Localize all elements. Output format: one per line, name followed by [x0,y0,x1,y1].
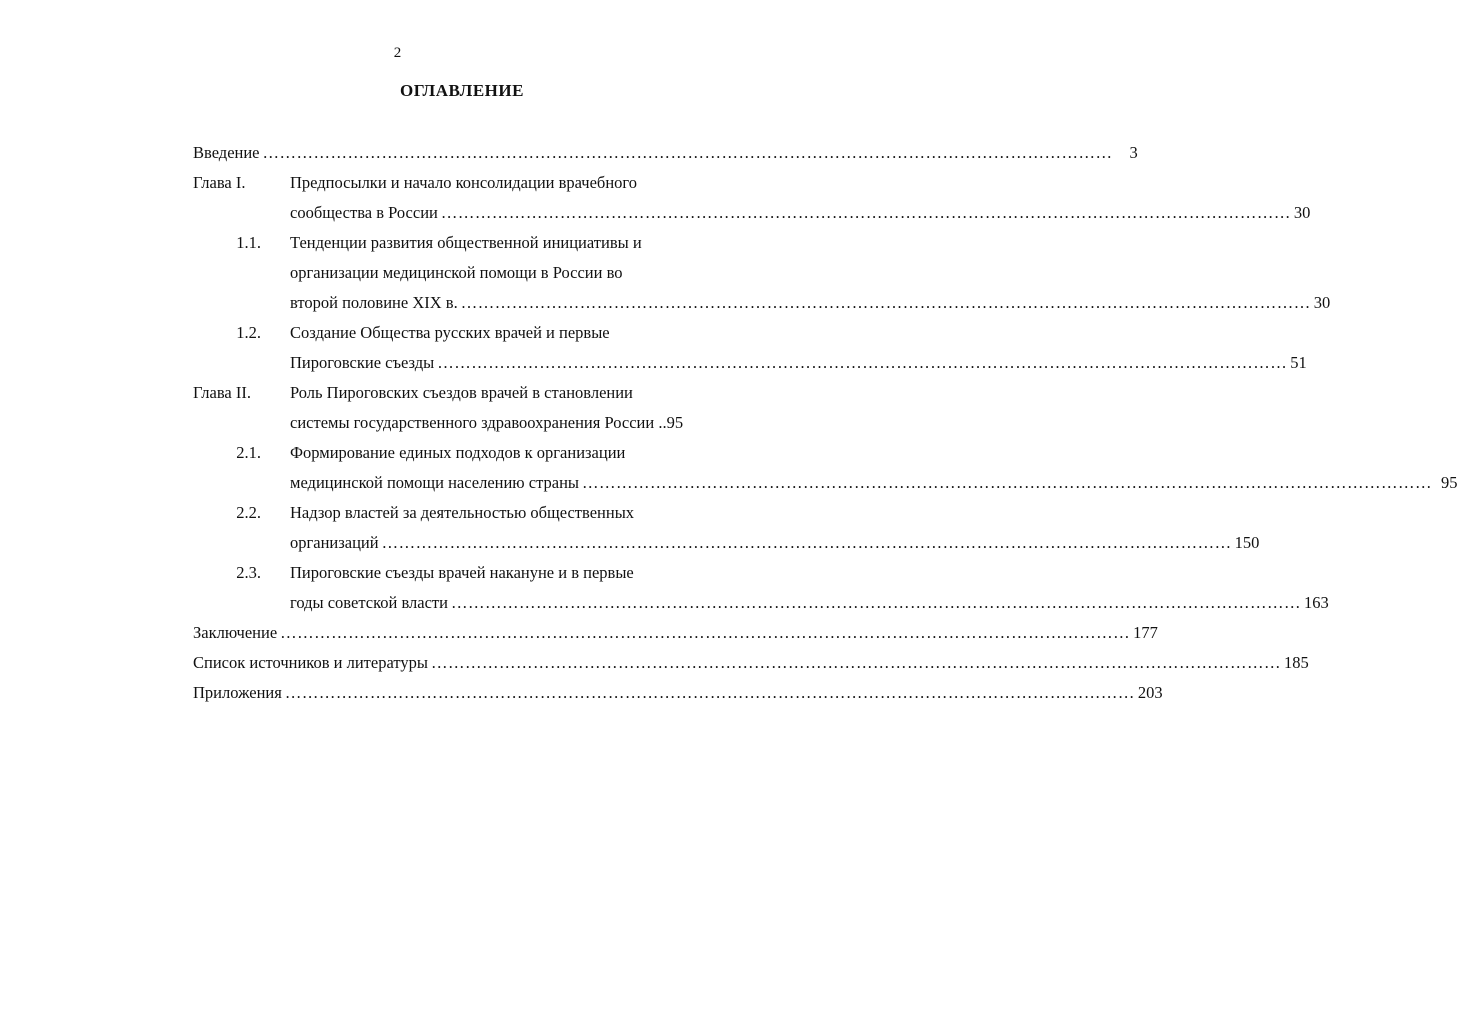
toc-entry-text: Пироговские съезды врачей накануне и в первые [290,563,634,582]
toc-entry-section-2-2 [193,498,723,528]
section-label: 2.2. [236,503,261,522]
section-label: 1.1. [236,233,261,252]
section-label: 2.3. [236,563,261,582]
toc-entry-chapter-2 [193,378,723,408]
leader-dots: …………………………………………………………………………………………………………………………………… [280,623,1131,642]
leader-dots: …………………………………………………………………………………………………………………………………… [450,593,1301,612]
toc-entry-chapter-2-cont [193,408,723,438]
leader-dots: …………………………………………………………………………………………………………………………………… [381,533,1232,552]
toc-entry-text: годы советской власти [290,593,448,612]
section-label: 1.2. [236,323,261,342]
toc-page-number: 30 [1313,293,1331,312]
toc-entry-section-1-2-cont [193,348,1307,378]
toc-entry-text: организаций [290,533,379,552]
toc-entry-appendix [193,678,1163,708]
toc-entry-text: Формирование единых подходов к организации [290,443,626,462]
toc-entry-text: Пироговские съезды [290,353,435,372]
toc-entry-section-1-2 [193,318,723,348]
toc-entry-section-1-1-cont2 [193,288,1331,318]
toc-page-number: 95 [1440,473,1457,492]
chapter-label: Глава I. [193,173,246,192]
page-number: 2 [393,45,402,61]
toc-entry-conclusion [193,618,1158,648]
toc-entry-section-2-1-cont [193,468,1457,498]
toc-entry-text: Надзор властей за деятельностью общественных [290,503,635,522]
chapter-label: Глава II. [193,383,251,402]
leader-dots: …………………………………………………………………………………………………………………………………… [430,653,1281,672]
toc-page-number: 203 [1137,683,1163,702]
toc-page-number: 51 [1290,353,1307,372]
toc-entry-section-2-3-cont [193,588,1329,618]
toc-page-number: 163 [1303,593,1329,612]
leader-dots: …………………………………………………………………………………………………………………………………… [440,203,1291,222]
table-of-contents [193,138,1457,708]
toc-page-number: 95 [666,413,684,432]
toc-entry-section-2-1 [193,438,723,468]
toc-entry-sources [193,648,1309,678]
leader-dots: …………………………………………………………………………………………………………………………………… [437,353,1288,372]
toc-entry-text: медицинской помощи населению страны [290,473,579,492]
page-title: ОГЛАВЛЕНИЕ [400,81,524,100]
toc-entry-text: Тенденции развития общественной инициативы и [290,233,642,252]
leader-dots: …………………………………………………………………………………………………………………………………… [460,293,1311,312]
toc-entry-section-1-1 [193,228,723,258]
leader-dots: …………………………………………………………………………………………………………………………………… [581,473,1432,492]
toc-entry-text: Создание Общества русских врачей и первые [290,323,610,342]
toc-entry-text: организации медицинской помощи в России во [290,263,623,282]
leader-dots: …………………………………………………………………………………………………………………………………… [284,683,1135,702]
toc-page-number: 30 [1293,203,1311,222]
toc-page-number: 177 [1133,623,1158,642]
toc-entry-chapter-1-cont [193,198,1311,228]
section-label: 2.1. [236,443,261,462]
toc-page-number: 185 [1283,653,1309,672]
leader-dots: …………………………………………………………………………………………………………………………………… [262,143,1113,162]
toc-entry-text: системы государственного здравоохранения России .. [290,413,667,432]
toc-page-number: 150 [1234,533,1260,552]
toc-entry-text: Предпосылки и начало консолидации врачебного [290,173,638,192]
toc-entry-intro [193,138,1138,168]
toc-entry-text: сообщества в России [290,203,438,222]
toc-entry-chapter-1 [193,168,723,198]
toc-entry-text: второй половине XIX в. [290,293,458,312]
toc-entry-text: Приложения [193,683,282,702]
toc-entry-section-1-1-cont [193,258,723,288]
toc-entry-text: Список источников и литературы [193,653,428,672]
toc-page-number: 3 [1129,143,1138,162]
toc-entry-section-2-2-cont [193,528,1260,558]
toc-entry-section-2-3 [193,558,723,588]
toc-entry-text: Заключение [193,623,278,642]
toc-entry-text: Роль Пироговских съездов врачей в становлении [290,383,633,402]
toc-entry-text: Введение [193,143,260,162]
